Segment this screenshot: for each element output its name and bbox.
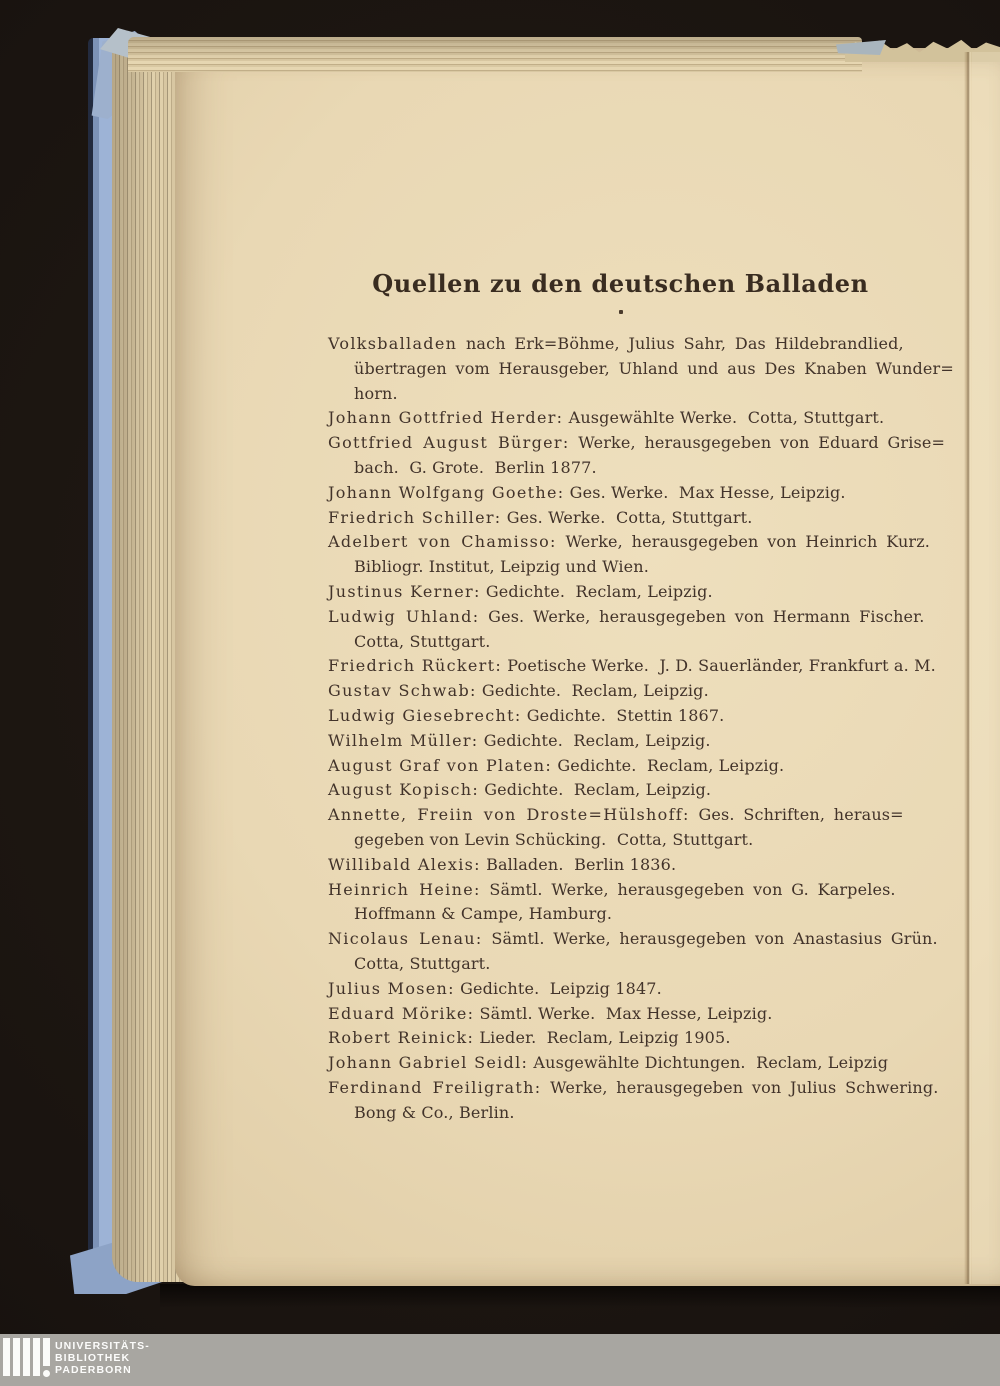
bibliography-entry xyxy=(328,431,946,481)
bibliography-entry xyxy=(328,729,913,754)
entry-line: Gustav Schwab: Gedichte. Reclam, Leipzig. xyxy=(328,681,709,701)
entry-line: Gottfried August Bürger: Werke, herausgegeben von Eduard Grise= xyxy=(328,433,946,453)
entry-line: Hoffmann & Campe, Hamburg. xyxy=(354,904,613,924)
entry-line: Johann Gottfried Herder: Ausgewählte Werke. Cotta, Stuttgart. xyxy=(328,408,885,428)
entry-line: gegeben von Levin Schücking. Cotta, Stuttgart. xyxy=(354,829,754,849)
entry-line: Johann Wolfgang Goethe: Ges. Werke. Max Hesse, Leipzig. xyxy=(328,482,846,502)
entry-line: Volksballaden nach Erk=Böhme, Julius Sahr, Das Hildebrandlied, xyxy=(328,334,904,353)
bibliography-entry xyxy=(328,754,913,779)
logo-bar xyxy=(23,1338,30,1376)
entry-line: Ludwig Uhland: Ges. Werke, herausgegeben von Hermann Fischer. xyxy=(328,606,925,626)
entry-line: Eduard Mörike: Sämtl. Werke. Max Hesse, Leipzig. xyxy=(328,1003,773,1023)
library-name-line3: PADERBORN xyxy=(55,1364,132,1376)
entry-line: übertragen vom Herausgeber, Uhland und aus Des Knaben Wunder= xyxy=(354,358,954,378)
library-footer-band xyxy=(0,1334,1000,1386)
bibliography-entry xyxy=(328,704,913,729)
bibliography-entry xyxy=(328,1002,913,1027)
entry-line: August Kopisch: Gedichte. Reclam, Leipzig. xyxy=(328,780,712,800)
bibliography-entry xyxy=(328,853,913,878)
bibliography-entry xyxy=(328,332,954,406)
entry-line: Ludwig Giesebrecht: Gedichte. Stettin 1867. xyxy=(328,705,725,725)
entry-line: Nicolaus Lenau: Sämtl. Werke, herausgegeben von Anastasius Grün. xyxy=(328,929,938,949)
logo-bar xyxy=(3,1338,10,1376)
bibliography-entry xyxy=(328,878,913,928)
bibliography-entry xyxy=(328,506,913,531)
entry-line: Annette, Freiin von Droste=Hülshoff: Ges. Schriften, heraus= xyxy=(328,805,904,825)
library-name-line1: UNIVERSITÄTS- xyxy=(55,1340,150,1352)
logo-dot xyxy=(43,1370,50,1377)
page-title: Quellen zu den deutschen Balladen xyxy=(372,269,869,298)
page-shadow xyxy=(160,1284,1000,1308)
entry-line: horn. xyxy=(354,383,398,403)
entry-line: Johann Gabriel Seidl: Ausgewählte Dichtungen. Reclam, Leipzig xyxy=(328,1053,889,1073)
entry-line: Friedrich Schiller: Ges. Werke. Cotta, Stuttgart. xyxy=(328,507,753,527)
logo-bar-short xyxy=(43,1338,50,1366)
bibliography-entry xyxy=(328,580,913,605)
entry-line: Justinus Kerner: Gedichte. Reclam, Leipzig. xyxy=(328,581,713,601)
bibliography-entry xyxy=(328,406,913,431)
entry-line: Friedrich Rückert: Poetische Werke. J. D. Sauerländer, Frankfurt a. M. xyxy=(328,656,936,676)
bibliography-entry xyxy=(328,481,913,506)
entry-line: Bibliogr. Institut, Leipzig und Wien. xyxy=(354,557,649,577)
bibliography-entry xyxy=(328,977,913,1002)
entry-line: Julius Mosen: Gedichte. Leipzig 1847. xyxy=(328,978,662,998)
entry-line: Heinrich Heine: Sämtl. Werke, herausgegeben von G. Karpeles. xyxy=(328,879,896,899)
entry-line: Cotta, Stuttgart. xyxy=(354,953,491,973)
bibliography-entry xyxy=(328,530,931,580)
bibliography-entry xyxy=(328,679,913,704)
entry-line: August Graf von Platen: Gedichte. Reclam, Leipzig. xyxy=(328,755,785,775)
bibliography-entry xyxy=(328,1076,939,1126)
logo-exclamation xyxy=(43,1338,50,1377)
page-edges-left xyxy=(112,44,184,1282)
entry-line: Adelbert von Chamisso: Werke, herausgegeben von Heinrich Kurz. xyxy=(328,532,931,552)
title-ornament-dot xyxy=(619,310,623,314)
entry-line: Bong & Co., Berlin. xyxy=(354,1102,515,1122)
bibliography-list xyxy=(328,332,954,1126)
library-name-line2: BIBLIOTHEK xyxy=(55,1352,131,1364)
next-page-edge xyxy=(972,52,1000,1284)
entry-line: Robert Reinick: Lieder. Reclam, Leipzig 1905. xyxy=(328,1028,731,1048)
bibliography-entry xyxy=(328,1026,913,1051)
bibliography-entry xyxy=(328,1051,913,1076)
page-crease xyxy=(964,52,972,1284)
entry-line: bach. G. Grote. Berlin 1877. xyxy=(354,457,597,477)
printed-text xyxy=(328,269,954,1122)
entry-line: Cotta, Stuttgart. xyxy=(354,631,491,651)
entry-line: Ferdinand Freiligrath: Werke, herausgegeben von Julius Schwering. xyxy=(328,1077,939,1097)
entry-line: Wilhelm Müller: Gedichte. Reclam, Leipzig. xyxy=(328,730,711,750)
bibliography-entry xyxy=(328,803,913,853)
library-name xyxy=(55,1340,150,1376)
bibliography-entry xyxy=(328,654,936,679)
page-edges-top xyxy=(128,37,862,72)
entry-line: Willibald Alexis: Balladen. Berlin 1836. xyxy=(328,854,677,874)
ub-paderborn-logo xyxy=(3,1338,50,1377)
logo-bar xyxy=(13,1338,20,1376)
bibliography-entry xyxy=(328,927,938,977)
bibliography-entry xyxy=(328,778,913,803)
bibliography-entry xyxy=(328,605,925,655)
logo-bar xyxy=(33,1338,40,1376)
